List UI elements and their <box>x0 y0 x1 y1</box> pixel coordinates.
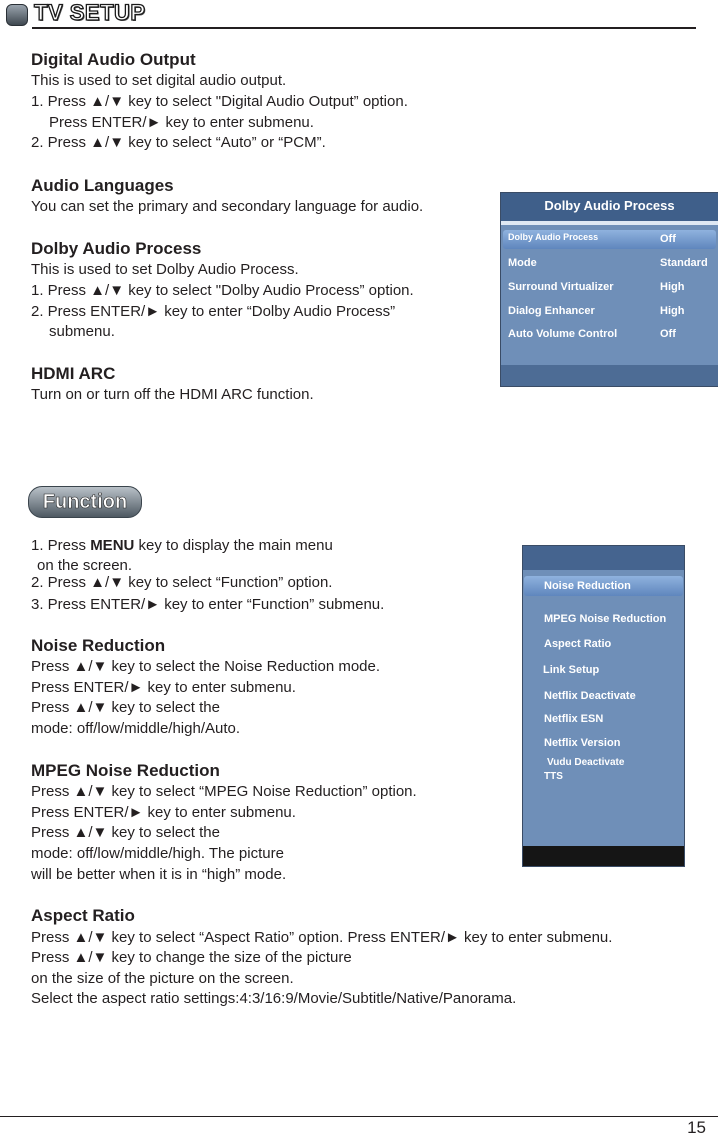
dolby-heading: Dolby Audio Process <box>31 239 202 258</box>
noise-reduction-line: Press ENTER/► key to enter submenu. <box>31 679 296 696</box>
function-menu-screenshot <box>522 545 685 867</box>
dolby-audio-menu-screenshot <box>500 192 718 387</box>
menu-item-label: Dialog Enhancer <box>508 305 595 317</box>
aspect-ratio-line: on the size of the picture on the screen. <box>31 970 294 987</box>
digital-audio-step1-cont: Press ENTER/► key to enter submenu. <box>49 114 314 131</box>
function-step3: 3. Press ENTER/► key to enter “Function” submenu. <box>31 596 385 613</box>
hdmi-arc-text: Turn on or turn off the HDMI ARC function. <box>31 386 314 403</box>
mpeg-heading: MPEG Noise Reduction <box>31 761 220 780</box>
menu-item-label: Auto Volume Control <box>508 328 618 340</box>
menu-top-bar <box>523 546 684 570</box>
aspect-ratio-line: Press ▲/▼ key to select “Aspect Ratio” option. Press ENTER/► key to enter submenu. <box>31 929 613 946</box>
function-step2: 2. Press ▲/▼ key to select “Function” option. <box>31 574 333 591</box>
menu-item-label: Vudu Deactivate <box>547 757 625 768</box>
page-title: TV SETUP <box>34 0 146 25</box>
menu-item-label: Netflix Version <box>544 737 621 749</box>
noise-reduction-line: mode: off/low/middle/high/Auto. <box>31 720 241 737</box>
menu-item-label: Dolby Audio Process <box>508 232 599 242</box>
menu-item-value: Off <box>660 328 676 340</box>
dolby-step1: 1. Press ▲/▼ key to select "Dolby Audio Process” option. <box>31 282 414 299</box>
aspect-ratio-line: Press ▲/▼ key to change the size of the picture <box>31 949 352 966</box>
function-step1-cont: on the screen. <box>37 557 133 574</box>
menu-item-label: Netflix Deactivate <box>544 690 636 702</box>
menu-item-value: High <box>660 281 685 293</box>
menu-title: Dolby Audio Process <box>544 198 675 213</box>
footer-divider <box>0 1116 718 1117</box>
page-number: 15 <box>687 1118 706 1137</box>
header-divider <box>32 27 696 29</box>
noise-reduction-line: Press ▲/▼ key to select the Noise Reduction mode. <box>31 658 381 675</box>
noise-reduction-line: Press ▲/▼ key to select the <box>31 699 220 716</box>
dolby-intro: This is used to set Dolby Audio Process. <box>31 261 299 278</box>
digital-audio-heading: Digital Audio Output <box>31 50 196 69</box>
dolby-step2: 2. Press ENTER/► key to enter “Dolby Audio Process” <box>31 303 396 320</box>
mpeg-line: Press ▲/▼ key to select “MPEG Noise Reduction” option. <box>31 783 417 800</box>
aspect-ratio-heading: Aspect Ratio <box>31 906 135 925</box>
mpeg-line: mode: off/low/middle/high. The picture <box>31 845 284 862</box>
audio-languages-text: You can set the primary and secondary language for audio. <box>31 198 424 215</box>
menu-footer <box>501 365 718 386</box>
menu-key: MENU <box>90 537 135 554</box>
mpeg-line: Press ENTER/► key to enter submenu. <box>31 804 296 821</box>
menu-item-value: High <box>660 305 685 317</box>
mpeg-line: Press ▲/▼ key to select the <box>31 824 220 841</box>
menu-item-label: MPEG Noise Reduction <box>544 613 667 625</box>
menu-title-underline <box>501 221 718 225</box>
hdmi-arc-heading: HDMI ARC <box>31 364 116 383</box>
menu-item-label: Aspect Ratio <box>544 638 612 650</box>
dolby-step2-cont: submenu. <box>49 323 115 340</box>
menu-item-label: Surround Virtualizer <box>508 281 614 293</box>
function-section-badge: Function <box>28 486 142 518</box>
noise-reduction-heading: Noise Reduction <box>31 636 166 655</box>
menu-item-label: Netflix ESN <box>544 713 604 725</box>
digital-audio-intro: This is used to set digital audio output. <box>31 72 287 89</box>
header-icon <box>6 4 28 26</box>
menu-item-value: Off <box>660 233 676 245</box>
menu-item-label: Link Setup <box>543 664 600 676</box>
menu-item-label: Noise Reduction <box>544 580 631 592</box>
audio-languages-heading: Audio Languages <box>31 176 174 195</box>
menu-item-label: Mode <box>508 257 537 269</box>
menu-bottom-bar <box>523 846 684 866</box>
function-step1: 1. Press MENU key to display the main menu <box>31 537 333 554</box>
aspect-ratio-line: Select the aspect ratio settings:4:3/16:9/Movie/Subtitle/Native/Panorama. <box>31 990 517 1007</box>
digital-audio-step1: 1. Press ▲/▼ key to select "Digital Audio Output” option. <box>31 93 408 110</box>
menu-item-label: TTS <box>544 771 563 782</box>
menu-item-value: Standard <box>660 257 708 269</box>
digital-audio-step2: 2. Press ▲/▼ key to select “Auto” or “PCM”. <box>31 134 326 151</box>
mpeg-line: will be better when it is in “high” mode. <box>31 866 287 883</box>
